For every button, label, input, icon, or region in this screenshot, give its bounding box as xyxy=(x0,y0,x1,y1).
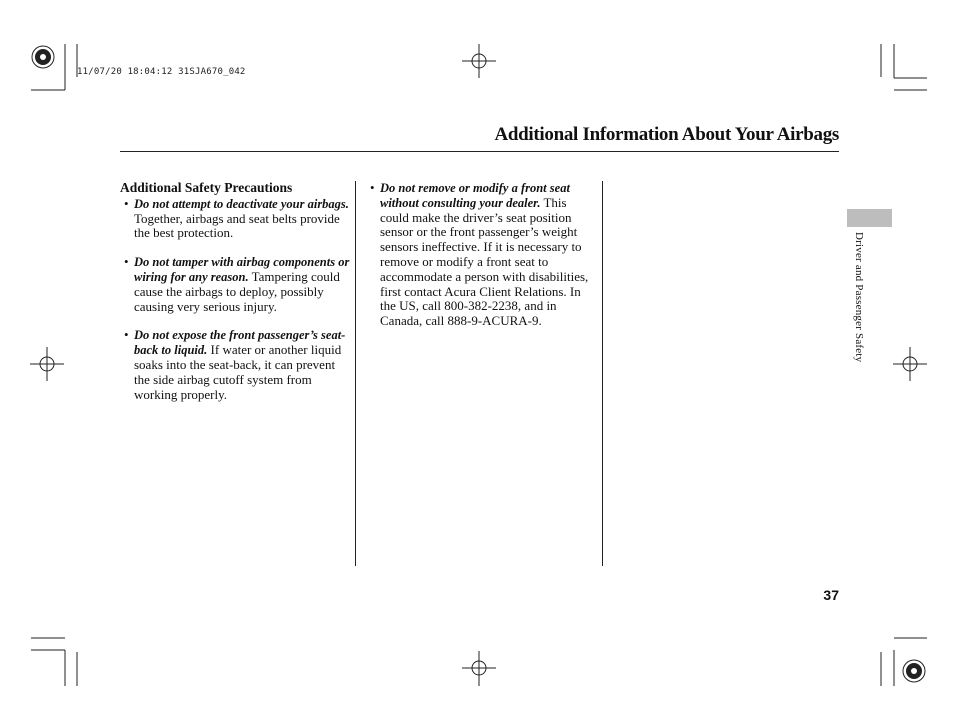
item-text: Tampering could cause the airbags to deploy, possibly causing very serious injury. xyxy=(134,268,340,314)
list-item xyxy=(120,328,350,402)
section-heading: Additional Safety Precautions xyxy=(120,180,293,195)
page-title: Additional Information About Your Airbags xyxy=(494,124,839,145)
page-number: 37 xyxy=(823,587,839,603)
print-stamp: 11/07/20 18:04:12 31SJA670_042 xyxy=(77,67,246,77)
list-item xyxy=(120,255,350,314)
bullet: • xyxy=(124,327,129,343)
item-bold: Do not expose the front passenger’s seat-back to liquid. xyxy=(134,328,346,358)
list-item xyxy=(120,197,350,241)
bullet: • xyxy=(124,254,129,270)
bullet: • xyxy=(124,195,129,211)
left-column xyxy=(120,181,350,416)
list-item xyxy=(366,181,592,329)
title-rule xyxy=(120,151,839,152)
item-bold: Do not attempt to deactivate your airbags. xyxy=(134,196,349,211)
section-tab xyxy=(847,209,892,227)
item-bold: Do not tamper with airbag components or wiring for any reason. xyxy=(134,255,350,284)
section-tab-label: Driver and Passenger Safety xyxy=(853,232,865,363)
right-column xyxy=(366,181,592,343)
column-divider-1 xyxy=(355,181,356,566)
item-text: If water or another liquid soaks into the seat-back, it can prevent the side airbag cutoff system from working properly. xyxy=(134,342,342,402)
column-divider-2 xyxy=(602,181,603,566)
item-text: Together, airbags and seat belts provide the best protection. xyxy=(134,210,340,241)
item-bold: Do not remove or modify a front seat without consulting your dealer. xyxy=(380,181,570,210)
item-text: This could make the driver’s seat position sensor or the front passenger’s weight sensors ineffective. If it is necessary to remove or modify a front seat to accommodate a person with disabilities, first contact Acura Client Relations. In the US, call 800-382-2238, and in Canada, call 888-9-ACURA-9. xyxy=(380,194,589,329)
bullet: • xyxy=(370,180,375,195)
